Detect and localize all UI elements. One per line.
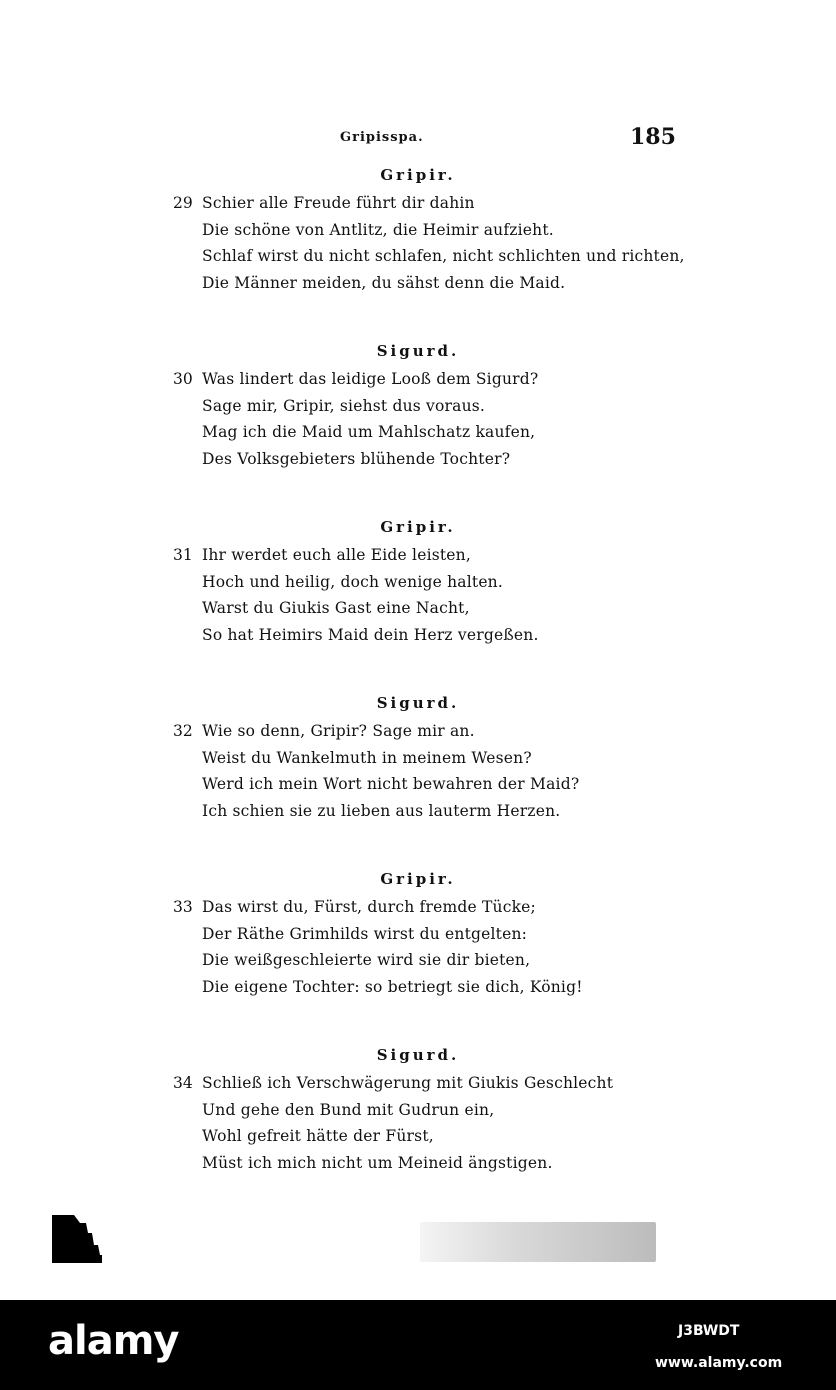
- verse-line: Und gehe den Bund mit Gudrun ein,: [202, 1100, 495, 1119]
- verse-line: Die schöne von Antlitz, die Heimir aufzieht.: [202, 220, 554, 239]
- stanza-number: 31: [173, 546, 193, 564]
- verse-line: Hoch und heilig, doch wenige halten.: [202, 572, 503, 591]
- verse-line: Weist du Wankelmuth in meinem Wesen?: [202, 748, 532, 767]
- verse-line: So hat Heimirs Maid dein Herz vergeßen.: [202, 625, 539, 644]
- page-number: 185: [630, 124, 676, 150]
- verse-line: Die eigene Tochter: so betriegt sie dich, König!: [202, 977, 583, 996]
- watermark-logo: alamy: [48, 1318, 179, 1364]
- stanza-number: 34: [173, 1074, 193, 1092]
- watermark-image-id: J3BWDT: [678, 1323, 740, 1339]
- stanza-speaker: Sigurd.: [376, 342, 460, 360]
- verse-line: Das wirst du, Fürst, durch fremde Tücke;: [202, 898, 536, 916]
- stanza-speaker: Sigurd.: [376, 694, 460, 712]
- stanza-number: 33: [173, 898, 193, 916]
- verse-line: Wohl gefreit hätte der Fürst,: [202, 1127, 434, 1145]
- verse-line: Wie so denn, Gripir? Sage mir an.: [202, 722, 475, 740]
- ink-blot-left: [52, 1215, 102, 1263]
- verse-line: Werd ich mein Wort nicht bewahren der Maid?: [202, 775, 580, 793]
- verse-line: Schlaf wirst du nicht schlafen, nicht schlichten und richten,: [202, 247, 685, 265]
- verse-line: Des Volksgebieters blühende Tochter?: [202, 449, 511, 468]
- verse-line: Mag ich die Maid um Mahlschatz kaufen,: [202, 423, 536, 441]
- stanza-number: 30: [173, 370, 193, 388]
- verse-line: Müst ich mich nicht um Meineid ängstigen.: [202, 1153, 553, 1172]
- scan-smudge: [420, 1222, 656, 1262]
- stanza-speaker: Gripir.: [380, 870, 456, 888]
- verse-line: Die weißgeschleierte wird sie dir bieten,: [202, 951, 531, 969]
- verse-line: Schier alle Freude führt dir dahin: [202, 194, 475, 212]
- verse-line: Der Räthe Grimhilds wirst du entgelten:: [202, 924, 528, 943]
- stanza-speaker: Gripir.: [380, 166, 456, 184]
- verse-line: Die Männer meiden, du sähst denn die Maid.: [202, 273, 566, 292]
- verse-line: Ihr werdet euch alle Eide leisten,: [202, 546, 471, 564]
- verse-line: Warst du Giukis Gast eine Nacht,: [202, 599, 470, 617]
- stanza-speaker: Gripir.: [380, 518, 456, 536]
- stanza-speaker: Sigurd.: [376, 1046, 460, 1064]
- verse-line: Sage mir, Gripir, siehst dus voraus.: [202, 396, 486, 415]
- stanza-number: 29: [173, 194, 193, 212]
- watermark-url: www.alamy.com: [655, 1355, 783, 1371]
- verse-line: Schließ ich Verschwägerung mit Giukis Geschlecht: [202, 1074, 614, 1092]
- running-title: Gripisspa.: [340, 130, 424, 145]
- verse-line: Was lindert das leidige Looß dem Sigurd?: [202, 370, 539, 388]
- verse-line: Ich schien sie zu lieben aus lauterm Herzen.: [202, 801, 561, 820]
- watermark-bar: [0, 1300, 836, 1390]
- stanza-number: 32: [173, 722, 193, 740]
